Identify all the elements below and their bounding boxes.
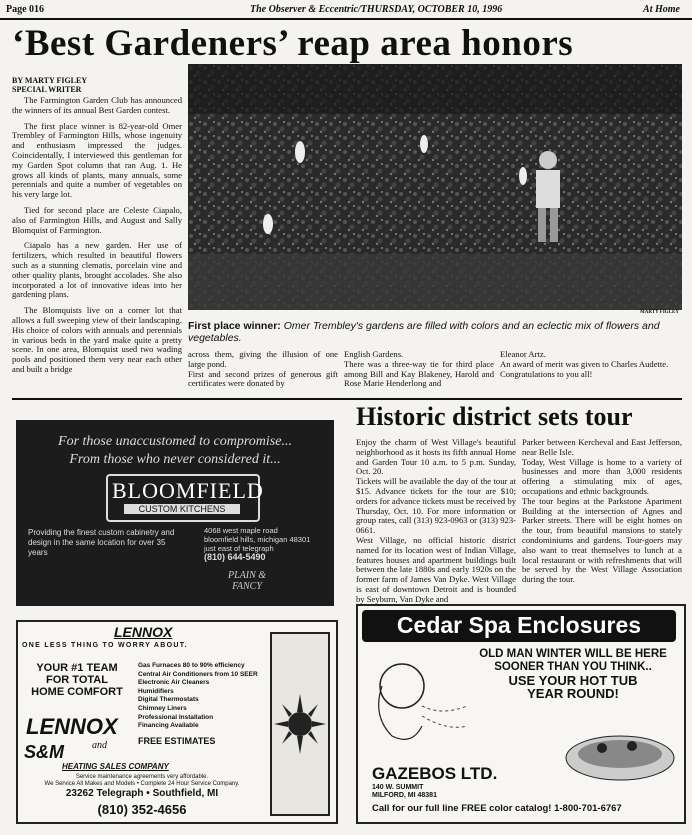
gazebos-call: Call for our full line FREE color catalog! 1-800-701-6767 [372, 803, 622, 814]
cedar-spa-ad [356, 604, 686, 824]
sm-sunburst-icon [272, 634, 328, 814]
garden-photo [188, 64, 682, 310]
ad-phone: (810) 644-5490 [204, 552, 266, 562]
byline-role: SPECIAL WRITER [12, 85, 82, 94]
bloomfield-sub: CUSTOM KITCHENS [124, 504, 240, 514]
byline [12, 76, 87, 94]
hot-tub-icon [562, 722, 678, 792]
headline-line: YOUR #1 TEAM [36, 662, 118, 674]
feature-item: Gas Furnaces 80 to 90% efficiency [138, 662, 245, 669]
lennox-slogan: ONE LESS THING TO WORRY ABOUT. [22, 642, 188, 649]
cedar-copy [468, 648, 678, 700]
bloomfield-kitchens-ad [16, 420, 334, 606]
lennox-brand-big: LENNOX [26, 714, 118, 739]
address-line: MILFORD, MI 48381 [372, 792, 437, 799]
cedar-line: YEAR ROUND! [527, 686, 619, 701]
paragraph: The first place winner is 82-year-old Omer Trembley of Farmington Hills, whose ingenuity and enthusiasm impressed the judges. Coincidentally, I interviewed this gentleman for my Garden Spot column that ran Aug. 1. He grows all kinds of plants, many annuals, some perennials and quite a number of vegetables on his very large lot. [12, 120, 182, 200]
bloomfield-brand: BLOOMFIELD [112, 478, 264, 503]
ad-address-line: bloomfield hills, michigan 48301 [204, 535, 311, 544]
article2-headline: Historic district sets tour [356, 402, 633, 431]
article2-column-2: Parker between Kercheval and East Jefferson, near Belle Isle. Today, West Village is home to a variety of businesses and more than 3,000 residents offering a stimulating mix of ages, occupations and ethnic backgrounds. The tour begins at the Parkstone Apartment Building at the intersection of Agnes and Parker streets. There will be eight homes on the tour, from beautiful mansions to stately condominiums and gardens. Tour-goers may also want to treat themselves to lunch at a local restaurant or with refreshments that will be served by the West Village Association during the tour. [522, 437, 682, 585]
feature-item: Digital Thermostats [138, 696, 199, 704]
and-text: and [92, 740, 107, 751]
ad-address-line: just east of telegraph [204, 544, 274, 553]
garden-photo-image [188, 64, 682, 310]
cedar-line: SOONER THAN YOU THINK.. [494, 661, 652, 673]
article-column-2: across them, giving the illusion of one large pond. First and second prizes of generous gift certificates were donated by [188, 349, 338, 389]
ad-address [204, 526, 332, 562]
service-lines [22, 774, 262, 788]
feature-item: Electronic Air Cleaners [138, 679, 210, 687]
headline-line: FOR TOTAL [46, 674, 108, 686]
article-column-3: English Gardens. There was a three-way tie for third place among Bill and Kay Blakeney, Harold and Rose Marie Henderlong and [344, 349, 494, 389]
service-line: We Service All Makes and Models • Complete 24 Hour Service Company. [44, 781, 240, 787]
gazebos-name: GAZEBOS LTD. [372, 764, 498, 783]
feature-item: Professional Installation [138, 713, 214, 721]
cedar-title: Cedar Spa Enclosures [396, 612, 642, 638]
lennox-headline [22, 662, 132, 698]
paragraph: Tied for second place are Celeste Ciapalo, also of Farmington Hills, and August and Sally Blomquist of Farmington. [12, 204, 182, 235]
newspaper-dateline: The Observer & Eccentric/THURSDAY, OCTOBER 10, 1996 [250, 4, 503, 15]
page-number: Page 016 [6, 4, 45, 15]
article-column-1 [12, 96, 182, 381]
section-name: At Home [643, 4, 680, 15]
caption-lead: First place winner: [188, 320, 281, 332]
photo-credit: MARTY FIGLEY [640, 310, 679, 315]
lennox-phone: (810) 352-4656 [97, 802, 187, 817]
furnace-image [270, 632, 330, 816]
photo-caption [188, 320, 682, 344]
company-name: HEATING SALES COMPANY [62, 762, 169, 771]
lennox-features [138, 662, 268, 731]
caption-text: Omer Trembley's gardens are filled with colors and an eclectic mix of flowers and vegetables. [188, 320, 660, 344]
free-estimates: FREE ESTIMATES [138, 736, 216, 746]
section-divider [12, 398, 682, 400]
folio-bar [0, 2, 692, 20]
ad-left-text: Providing the finest custom cabinetry and design in the same location for over 35 years [28, 528, 175, 557]
plain-fancy-logo: PLAIN & FANCY [227, 570, 267, 592]
feature-item: Central Air Conditioners from 10 SEER [138, 670, 258, 678]
old-man-winter-icon [362, 646, 472, 756]
headline-line: HOME COMFORT [31, 686, 123, 698]
ad-address-line: 4068 west maple road [204, 526, 278, 535]
feature-item: Financing Available [138, 722, 199, 730]
gazebos-address [372, 784, 437, 800]
lennox-brand-top: LENNOX [114, 624, 173, 640]
address-line: 140 W. SUMMIT [372, 784, 424, 791]
cedar-line: USE YOUR HOT TUB [508, 673, 638, 688]
ad-tagline-1: For those unaccustomed to compromise... [58, 434, 292, 449]
feature-item: Chimney Liners [138, 704, 187, 712]
byline-name: BY MARTY FIGLEY [12, 76, 88, 85]
feature-item: Humidifiers [138, 687, 174, 695]
article-headline: ‘Best Gardeners’ reap area honors [12, 23, 574, 64]
paragraph: Ciapalo has a new garden. Her use of fertilizers, which resulted in beautiful flowers such as a stunning clematis, porcelain vine and other quality plants, brought accolades. She also incorporated a lot of innovative ideas into her gardening plans. [12, 240, 182, 300]
service-line: Service maintenance agreements very affordable. [75, 774, 209, 780]
lennox-ad [16, 620, 338, 824]
ad-tagline-2: From those who never considered it... [69, 452, 281, 467]
article-column-4: Eleanor Artz. An award of merit was given to Charles Audette. Congratulations to you all! [500, 349, 669, 379]
lennox-address: 23262 Telegraph • Southfield, MI [65, 788, 219, 799]
sm-logo: S&M [24, 742, 64, 762]
paragraph: The Farmington Garden Club has announced the winners of its annual Best Garden contest. [12, 95, 182, 115]
cedar-line: OLD MAN WINTER WILL BE HERE [479, 648, 667, 660]
article2-column-1: Enjoy the charm of West Village's beautiful neighborhood as it hosts its fifth annual Home and Garden Tour 10 a.m. to 5 p.m. Sunday, Oct. 20. Tickets will be available the day of the tour at $15. Advance tickets for the tour are $10; orders for advance tickets must be received by Thursday, Oct. 10. For more information or group rates, call (313) 923-0963 or (313) 923-0661. West Village, no official historic district named for its location west of Indian Village, features houses and apartment buildings built between the late 1880s and early 1920s on the former farm of James Van Dyke. West Village is east of downtown Detroit and is bounded by Seyburn, Van Dyke and [356, 437, 516, 604]
paragraph: The Blomquists live on a corner lot that allows a full sweeping view of their landscaping. His choice of colors with annuals and perennials in various beds in the yard make quite a pretty scene. In one area, Blomquist used two wading pools and positioned them very near each other and built a bridge [12, 305, 182, 374]
